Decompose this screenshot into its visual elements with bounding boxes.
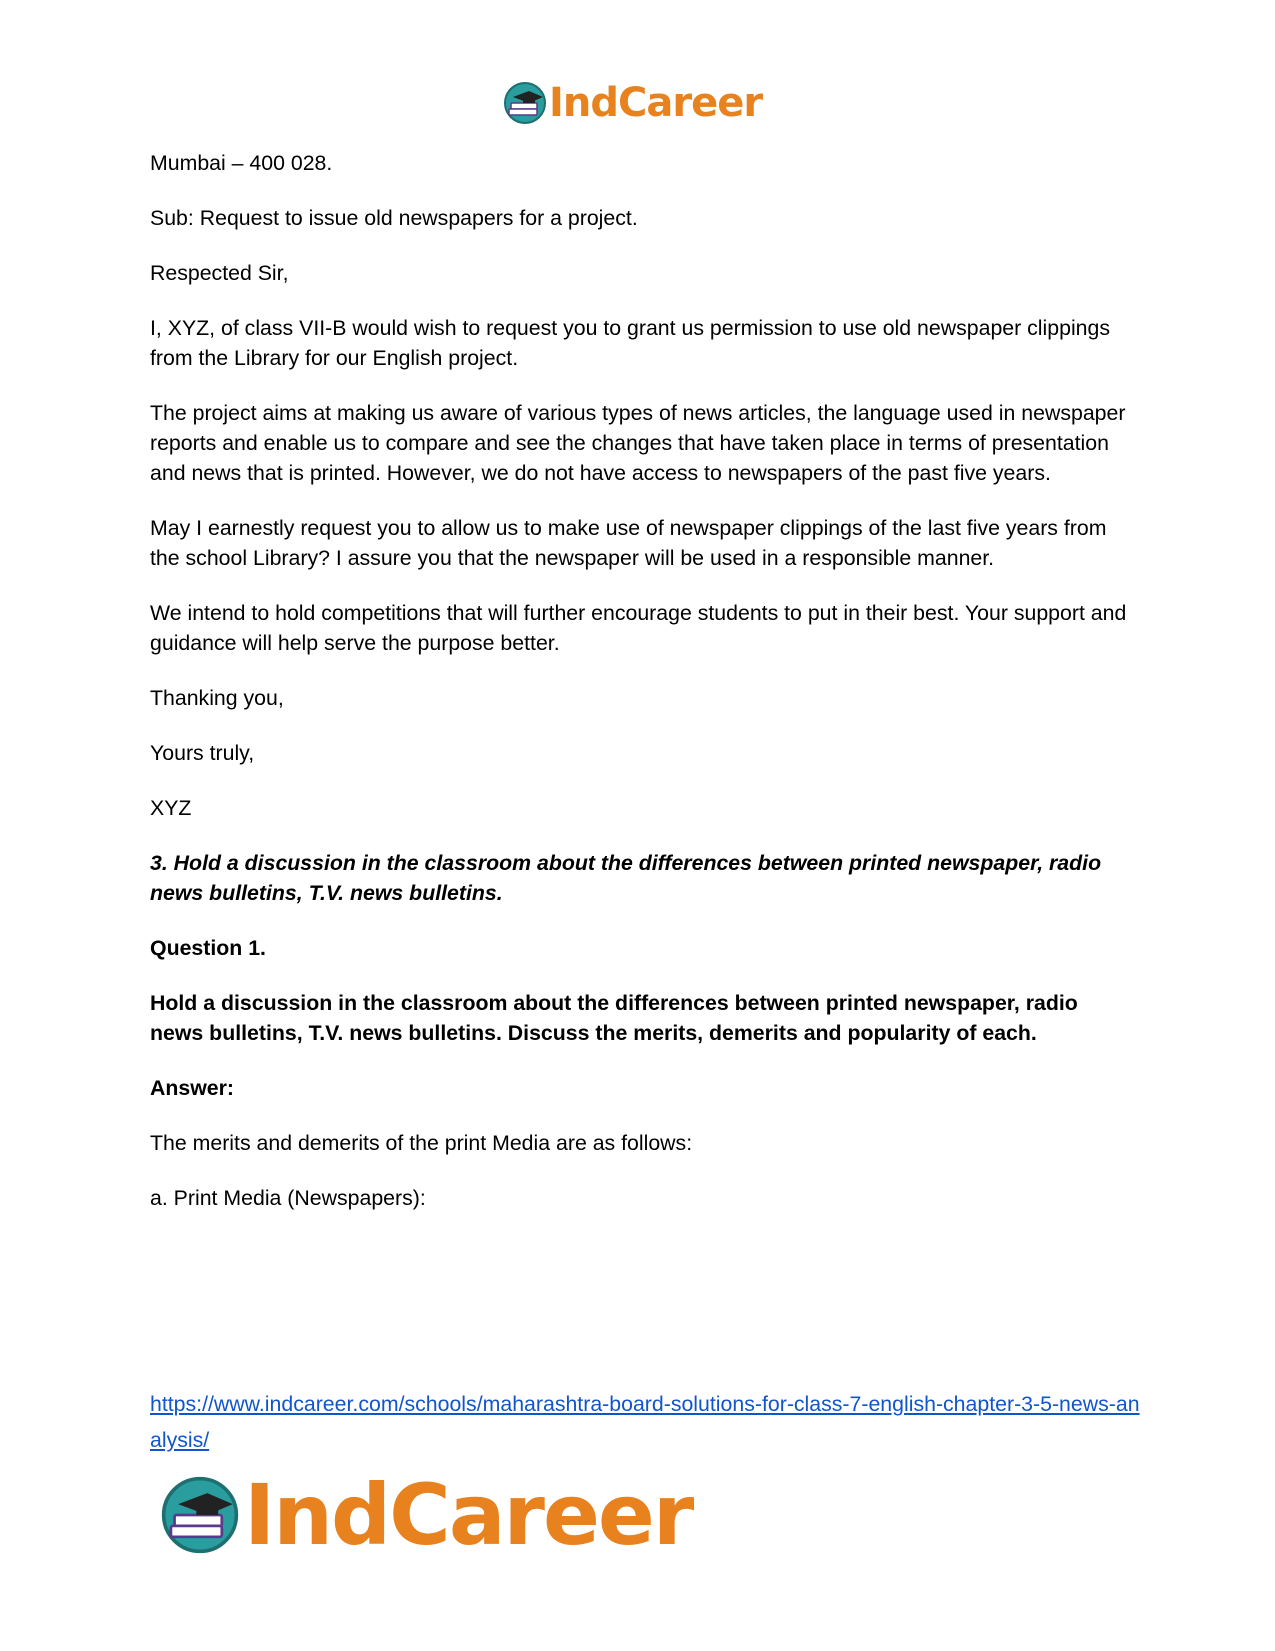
salutation: Respected Sir,: [150, 261, 289, 285]
answer-item-a: a. Print Media (Newspapers):: [150, 1186, 426, 1210]
letter-paragraph-4: We intend to hold competitions that will further encourage students to put in their best. Your support and guidance will help serve the purpose better.: [150, 601, 1127, 655]
subject-line: Sub: Request to issue old newspapers for a project.: [150, 206, 638, 230]
question-label: Question 1.: [150, 936, 266, 960]
graduation-book-globe-icon: [503, 81, 547, 125]
graduation-book-globe-icon: [160, 1475, 240, 1555]
header-logo-text: IndCareer: [549, 80, 763, 126]
closing-yours: Yours truly,: [150, 741, 255, 765]
section-heading: 3. Hold a discussion in the classroom about the differences between printed newspaper, radio news bulletins, T.V. news bulletins.: [150, 851, 1102, 905]
header-logo: [503, 78, 762, 128]
source-url-link[interactable]: https://www.indcareer.com/schools/maharashtra-board-solutions-for-class-7-english-chapter-3-5-news-analysis/: [150, 1392, 1140, 1452]
footer-logo-text: IndCareer: [244, 1466, 693, 1564]
answer-label: Answer:: [150, 1076, 235, 1100]
letter-paragraph-2: The project aims at making us aware of various types of news articles, the language used in newspaper reports and enable us to compare and see the changes that have taken place in terms of presentation and news that is printed. However, we do not have access to newspapers of the past five years.: [150, 401, 1126, 485]
answer-intro: The merits and demerits of the print Media are as follows:: [150, 1131, 693, 1155]
letter-paragraph-1: I, XYZ, of class VII-B would wish to request you to grant us permission to use old newspaper clippings from the Library for our English project.: [150, 316, 1111, 370]
signature: XYZ: [150, 796, 192, 820]
footer-logo: [160, 1466, 693, 1564]
letter-paragraph-3: May I earnestly request you to allow us to make use of newspaper clippings of the last five years from the school Library? I assure you that the newspaper will be used in a responsible manner.: [150, 516, 1107, 570]
question-text: Hold a discussion in the classroom about the differences between printed newspaper, radio news bulletins, T.V. news bulletins. Discuss the merits, demerits and popularity of each.: [150, 991, 1078, 1045]
closing-thanks: Thanking you,: [150, 686, 284, 710]
document-body: [150, 148, 1130, 1238]
address-line: Mumbai – 400 028.: [150, 151, 333, 175]
